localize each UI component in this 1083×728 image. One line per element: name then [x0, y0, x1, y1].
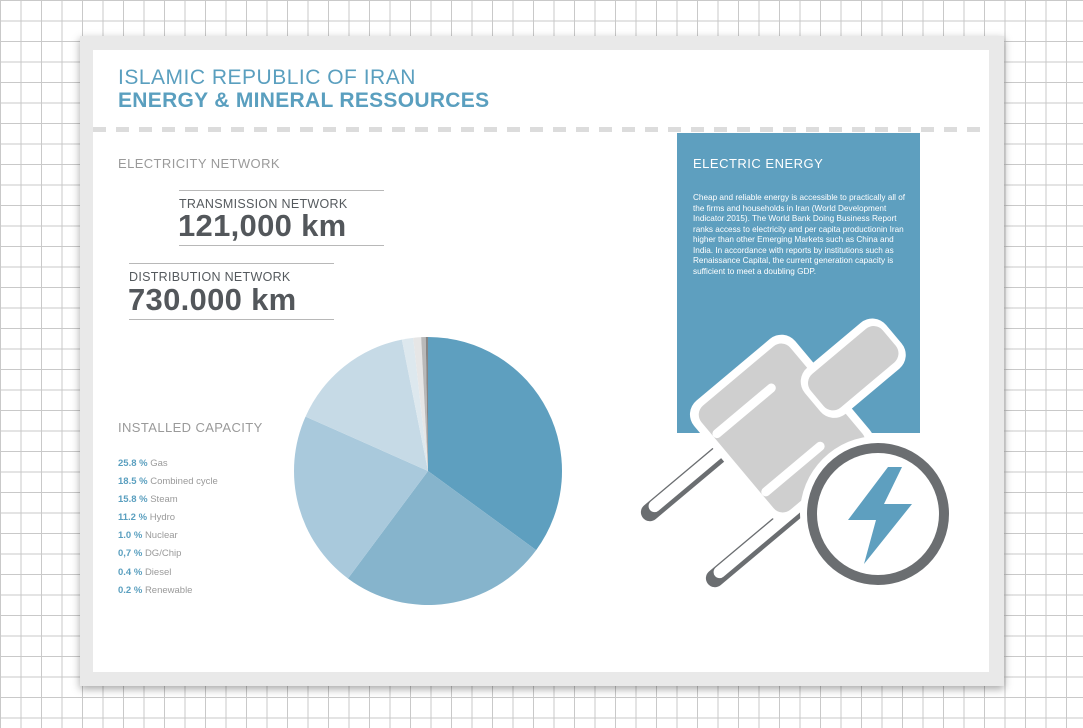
installed-capacity-pie-chart [290, 333, 566, 609]
legend-item-gas [118, 458, 218, 476]
legend-pct: 0.2 % [118, 584, 143, 596]
distribution-bottom-rule [129, 319, 334, 320]
legend-label: Combined cycle [150, 476, 218, 488]
legend-label: Steam [150, 494, 178, 506]
legend-label: Hydro [149, 512, 176, 524]
legend-pct: 11.2 % [118, 512, 148, 524]
transmission-top-rule [179, 190, 384, 191]
transmission-value: 121,000 km [178, 208, 347, 243]
legend-label: Gas [150, 458, 168, 469]
dashed-divider [93, 127, 989, 132]
legend-label: Renewable [144, 584, 193, 596]
electric-energy-text: Cheap and reliable energy is accessible to practically all of the firms and households in Iran (World Development Indicator 2015). The World Bank Doing Business Report ranks access to electricity and per capita productionin Iran higher than other Emerging Markets such as China and India. In accordance with reports by institutions such as Renaissance Capital, the current generation capacity is sufficient to meet a doubling GDP. [693, 193, 906, 276]
distribution-top-rule [129, 263, 334, 264]
legend-pct: 25.8 % [118, 458, 148, 469]
legend-item-hydro [118, 512, 218, 530]
electricity-network-heading: ELECTRICITY NETWORK [118, 156, 280, 171]
distribution-label: DISTRIBUTION NETWORK [129, 270, 291, 284]
legend-item-combined-cycle [118, 476, 218, 494]
distribution-value: 730.000 km [128, 282, 297, 317]
capacity-legend [118, 458, 218, 603]
legend-label: DG/Chip [144, 548, 182, 560]
legend-pct: 18.5 % [118, 476, 148, 488]
legend-pct: 1.0 % [118, 530, 143, 542]
legend-label: Nuclear [144, 530, 178, 542]
plug-icon [630, 300, 970, 620]
legend-pct: 0,7 % [118, 548, 143, 560]
legend-pct: 15.8 % [118, 494, 148, 506]
legend-label: Diesel [144, 566, 172, 578]
installed-capacity-heading: INSTALLED CAPACITY [118, 420, 263, 435]
legend-item-steam [118, 494, 218, 512]
transmission-label: TRANSMISSION NETWORK [179, 197, 348, 211]
transmission-bottom-rule [179, 245, 384, 246]
electric-energy-heading: ELECTRIC ENERGY [693, 156, 824, 171]
title-country: ISLAMIC REPUBLIC OF IRAN [118, 66, 416, 89]
legend-pct: 0.4 % [118, 566, 143, 578]
legend-item-renewable [118, 585, 218, 603]
legend-item-diesel [118, 567, 218, 585]
title-subject: ENERGY & MINERAL RESSOURCES [118, 89, 490, 112]
legend-item-nuclear [118, 530, 218, 548]
legend-item-dg-chip [118, 548, 218, 566]
